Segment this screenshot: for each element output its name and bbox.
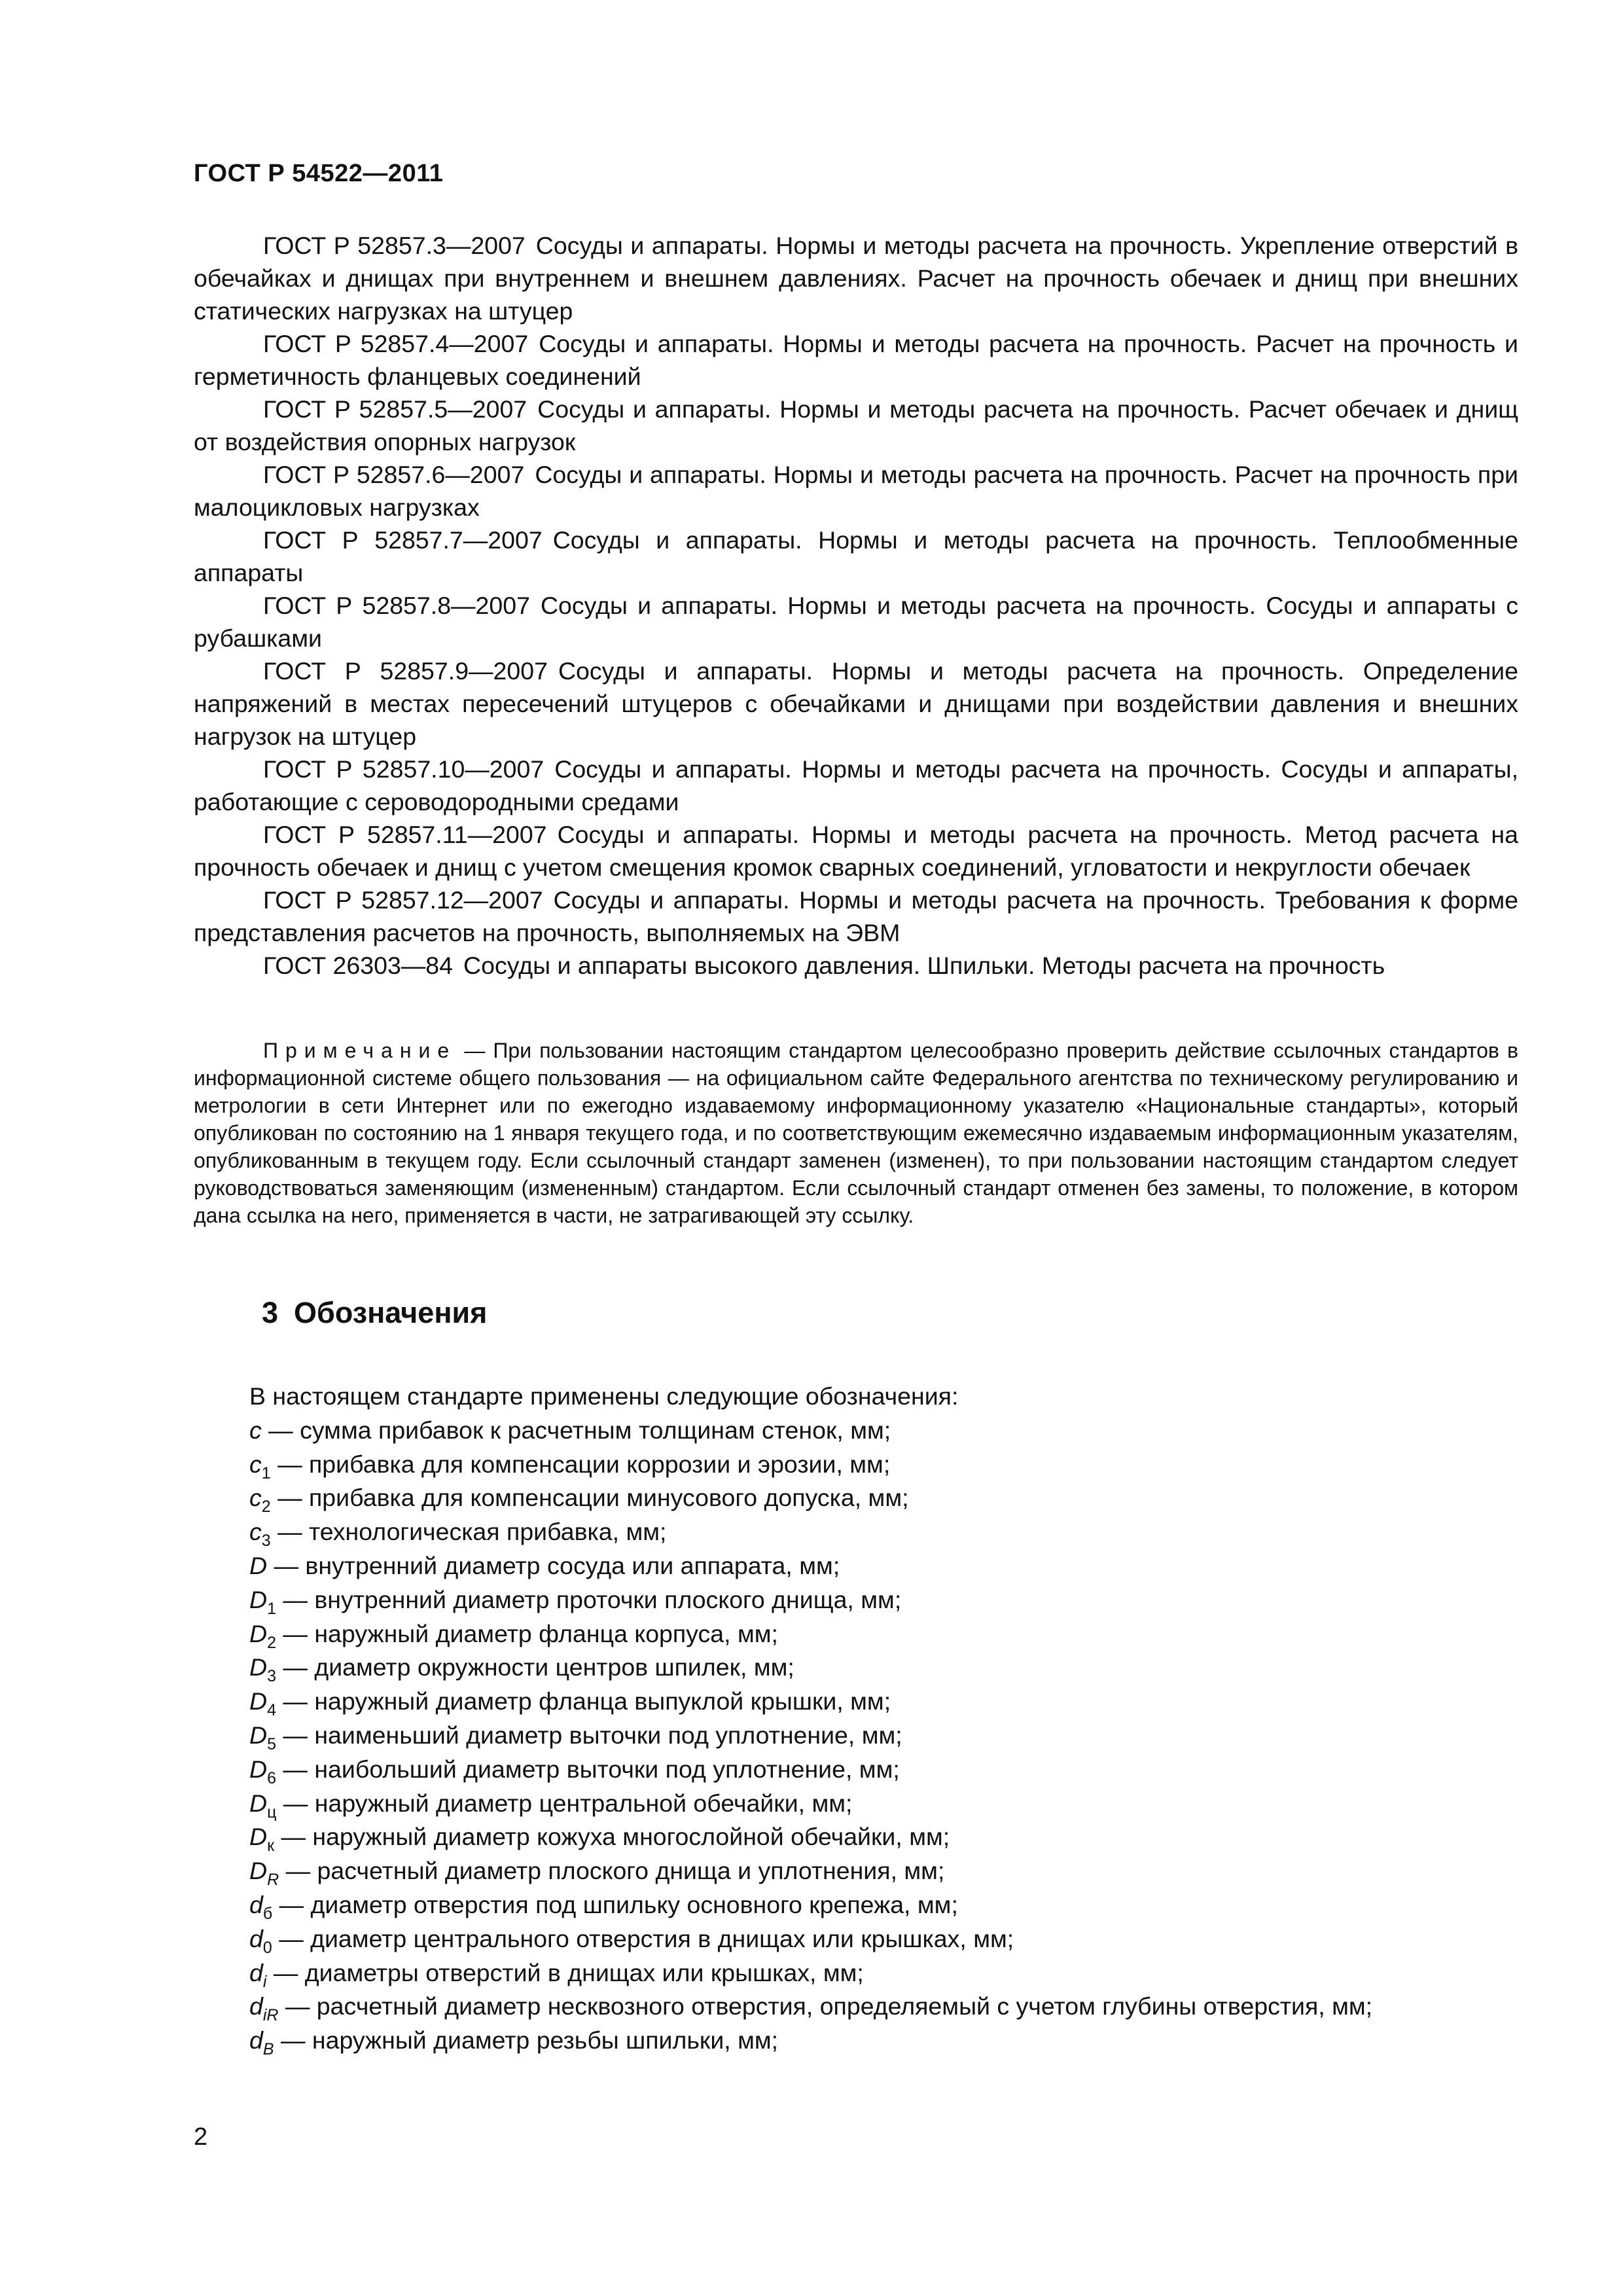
symbol-letter: D bbox=[249, 1755, 268, 1783]
reference-code: ГОСТ Р 52857.5—2007 bbox=[263, 395, 527, 423]
symbol-description: — прибавка для компенсации минусового допуска, мм; bbox=[277, 1484, 909, 1512]
symbol-description: — диаметры отверстий в днищах или крышках, мм; bbox=[273, 1958, 864, 1986]
document-header-code: ГОСТ Р 54522—2011 bbox=[194, 160, 444, 187]
reference-item bbox=[194, 949, 1518, 982]
symbol-description: — наружный диаметр кожуха многослойной обечайки, мм; bbox=[281, 1823, 950, 1851]
reference-title: Сосуды и аппараты. Нормы и методы расчета на прочность. Сосуды и аппараты с рубашками bbox=[194, 592, 1518, 652]
symbol-subscript: R bbox=[267, 1871, 279, 1890]
symbol-letter: D bbox=[249, 1619, 268, 1647]
symbol-letter: d bbox=[249, 1992, 263, 2020]
reference-title: Сосуды и аппараты. Нормы и методы расчета на прочность. Расчет обечаек и днищ от воздействия опорных нагрузок bbox=[194, 395, 1519, 456]
symbol-letter: d bbox=[249, 1924, 263, 1952]
symbol-description: — наружный диаметр фланца корпуса, мм; bbox=[283, 1619, 778, 1647]
reference-code: ГОСТ 26303—84 bbox=[263, 952, 454, 979]
reference-code: ГОСТ Р 52857.9—2007 bbox=[263, 657, 548, 685]
symbol-description: — наибольший диаметр выточки под уплотнение, мм; bbox=[283, 1755, 900, 1783]
symbol-description: — диаметр отверстия под шпильку основного крепежа, мм; bbox=[279, 1890, 958, 1918]
symbol-description: — расчетный диаметр плоского днища и уплотнения, мм; bbox=[285, 1857, 945, 1885]
section-heading bbox=[262, 1296, 487, 1330]
reference-code: ГОСТ Р 52857.4—2007 bbox=[263, 330, 529, 357]
symbol-item bbox=[249, 1820, 1532, 1854]
symbol-letter: D bbox=[249, 1653, 268, 1681]
reference-title: Сосуды и аппараты высокого давления. Шпильки. Методы расчета на прочность bbox=[463, 952, 1385, 979]
symbol-letter: c bbox=[249, 1416, 262, 1444]
reference-item bbox=[194, 884, 1518, 949]
symbol-subscript: 3 bbox=[261, 1532, 271, 1551]
symbol-item bbox=[249, 1854, 1532, 1888]
symbol-item bbox=[249, 1787, 1532, 1821]
symbol-letter: c bbox=[249, 1484, 262, 1512]
symbol-description: — наружный диаметр фланца выпуклой крышки, мм; bbox=[283, 1687, 891, 1715]
symbol-description: — наименьший диаметр выточки под уплотнение, мм; bbox=[283, 1721, 902, 1749]
symbol-subscript: 2 bbox=[267, 1633, 276, 1652]
note-text: — При пользовании настоящим стандартом целесообразно проверить действие ссылочных стандартов в информационной системе общего пользования — на официальном сайте Федерального агентства по техническому регулированию и метрологии в сети Интернет или по ежегодно издаваемому информационному указателю «Национальные стандарты», который опубликован по состоянию на 1 января текущего года, и по соответствующим ежемесячно издаваемым информационным указателям, опубликованным в текущем году. Если ссылочный стандарт заменен (изменен), то при пользовании настоящим стандартом следует руководствоваться заменяющим (измененным) стандартом. Если ссылочный стандарт отменен без замены, то положение, в котором дана ссылка на него, применяется в части, не затрагивающей эту ссылку. bbox=[194, 1039, 1519, 1227]
reference-title: Сосуды и аппараты. Нормы и методы расчета на прочность. Укрепление отверстий в обечайках и днищах при внутреннем и внешнем давлениях. Расчет на прочность обечаек и днищ при внешних статических нагрузках на штуцер bbox=[194, 232, 1518, 325]
reference-item bbox=[194, 327, 1518, 393]
symbol-letter: D bbox=[249, 1823, 268, 1851]
section-number: 3 bbox=[262, 1296, 279, 1329]
symbol-item bbox=[249, 1956, 1532, 1990]
symbol-description: — внутренний диаметр сосуда или аппарата, мм; bbox=[274, 1551, 840, 1579]
reference-title: Сосуды и аппараты. Нормы и методы расчета на прочность. Расчет на прочность при малоцикловых нагрузках bbox=[194, 461, 1519, 521]
symbol-description: — наружный диаметр центральной обечайки, мм; bbox=[283, 1789, 853, 1817]
symbol-subscript: 0 bbox=[262, 1938, 272, 1957]
symbol-subscript: 2 bbox=[261, 1498, 271, 1516]
reference-item bbox=[194, 655, 1518, 753]
reference-item bbox=[194, 589, 1518, 655]
reference-code: ГОСТ Р 52857.10—2007 bbox=[263, 755, 544, 783]
symbol-description: — наружный диаметр резьбы шпильки, мм; bbox=[280, 2026, 779, 2054]
symbol-item bbox=[249, 1448, 1532, 1482]
symbol-item bbox=[249, 1481, 1532, 1515]
page-number: 2 bbox=[194, 2123, 208, 2151]
note-label: Примечание bbox=[263, 1039, 457, 1062]
reference-title: Сосуды и аппараты. Нормы и методы расчета на прочность. Сосуды и аппараты, работающие с сероводородными средами bbox=[194, 755, 1518, 816]
symbol-subscript: б bbox=[262, 1904, 273, 1923]
symbol-subscript: ц bbox=[267, 1803, 277, 1821]
symbol-letter: d bbox=[249, 2026, 263, 2054]
symbol-item bbox=[249, 1583, 1532, 1617]
note-paragraph bbox=[194, 1037, 1518, 1229]
symbol-item bbox=[249, 1617, 1532, 1651]
symbol-item bbox=[249, 1888, 1532, 1922]
symbol-description: — расчетный диаметр несквозного отверстия, определяемый с учетом глубины отверстия, мм; bbox=[285, 1992, 1373, 2020]
reference-title: Сосуды и аппараты. Нормы и методы расчета на прочность. Расчет на прочность и герметичность фланцевых соединений bbox=[194, 330, 1518, 390]
reference-code: ГОСТ Р 52857.8—2007 bbox=[263, 592, 530, 619]
reference-item bbox=[194, 393, 1518, 458]
symbol-description: — технологическая прибавка, мм; bbox=[277, 1518, 667, 1546]
reference-code: ГОСТ Р 52857.12—2007 bbox=[263, 886, 543, 914]
symbol-description: — диаметр центрального отверстия в днищах или крышках, мм; bbox=[279, 1924, 1014, 1952]
symbol-letter: D bbox=[249, 1789, 268, 1817]
symbol-subscript: 4 bbox=[267, 1701, 276, 1720]
symbol-subscript: 5 bbox=[267, 1734, 276, 1753]
symbol-letter: D bbox=[249, 1585, 268, 1613]
symbol-item bbox=[249, 1651, 1532, 1685]
symbol-subscript: iR bbox=[262, 2006, 279, 2025]
symbol-item bbox=[249, 1685, 1532, 1719]
symbol-item bbox=[249, 1719, 1532, 1753]
symbol-item bbox=[249, 1990, 1532, 2024]
symbol-subscript: 3 bbox=[267, 1667, 276, 1686]
symbol-item bbox=[249, 1922, 1532, 1956]
reference-code: ГОСТ Р 52857.3—2007 bbox=[263, 232, 526, 259]
reference-item bbox=[194, 524, 1518, 589]
symbols-list bbox=[249, 1380, 1532, 2058]
reference-code: ГОСТ Р 52857.11—2007 bbox=[263, 821, 547, 848]
symbol-item bbox=[249, 2024, 1532, 2058]
symbol-letter: D bbox=[249, 1857, 268, 1885]
section-title: Обозначения bbox=[294, 1296, 488, 1329]
symbol-letter: D bbox=[249, 1551, 268, 1579]
symbol-description: — сумма прибавок к расчетным толщинам стенок, мм; bbox=[268, 1416, 891, 1444]
reference-item bbox=[194, 458, 1518, 524]
symbol-subscript: i bbox=[262, 1972, 267, 1991]
reference-title: Сосуды и аппараты. Нормы и методы расчета на прочность. Метод расчета на прочность обечаек и днищ с учетом смещения кромок сварных соединений, угловатости и некруглости обечаек bbox=[194, 821, 1518, 881]
symbol-item bbox=[249, 1515, 1532, 1549]
symbol-subscript: B bbox=[262, 2040, 274, 2059]
symbol-item bbox=[249, 1549, 1532, 1583]
symbol-letter: c bbox=[249, 1518, 262, 1546]
reference-title: Сосуды и аппараты. Нормы и методы расчета на прочность. Требования к форме представления расчетов на прочность, выполняемых на ЭВМ bbox=[194, 886, 1519, 946]
symbol-subscript: 1 bbox=[261, 1463, 271, 1482]
reference-title: Сосуды и аппараты. Нормы и методы расчета на прочность. Определение напряжений в местах пересечений штуцеров с обечайками и днищами при воздействии давления и внешних нагрузок на штуцер bbox=[194, 657, 1518, 750]
symbol-letter: d bbox=[249, 1890, 263, 1918]
reference-code: ГОСТ Р 52857.7—2007 bbox=[263, 526, 543, 554]
reference-code: ГОСТ Р 52857.6—2007 bbox=[263, 461, 525, 488]
symbols-intro: В настоящем стандарте применены следующие обозначения: bbox=[249, 1382, 959, 1410]
symbol-description: — диаметр окружности центров шпилек, мм; bbox=[283, 1653, 794, 1681]
normative-references-list bbox=[194, 229, 1518, 982]
symbol-item bbox=[249, 1414, 1532, 1448]
reference-item bbox=[194, 753, 1518, 818]
symbol-letter: D bbox=[249, 1721, 268, 1749]
symbol-letter: c bbox=[249, 1450, 262, 1478]
symbol-subscript: 6 bbox=[267, 1768, 276, 1787]
symbol-item bbox=[249, 1753, 1532, 1787]
reference-title: Сосуды и аппараты. Нормы и методы расчета на прочность. Теплообменные аппараты bbox=[194, 526, 1518, 586]
symbol-subscript: к bbox=[267, 1837, 275, 1856]
symbol-description: — внутренний диаметр проточки плоского днища, мм; bbox=[283, 1585, 902, 1613]
reference-item bbox=[194, 818, 1518, 884]
symbol-letter: D bbox=[249, 1687, 268, 1715]
symbol-subscript: 1 bbox=[267, 1599, 276, 1618]
symbol-description: — прибавка для компенсации коррозии и эрозии, мм; bbox=[277, 1450, 891, 1478]
reference-item bbox=[194, 229, 1518, 327]
symbol-letter: d bbox=[249, 1958, 263, 1986]
